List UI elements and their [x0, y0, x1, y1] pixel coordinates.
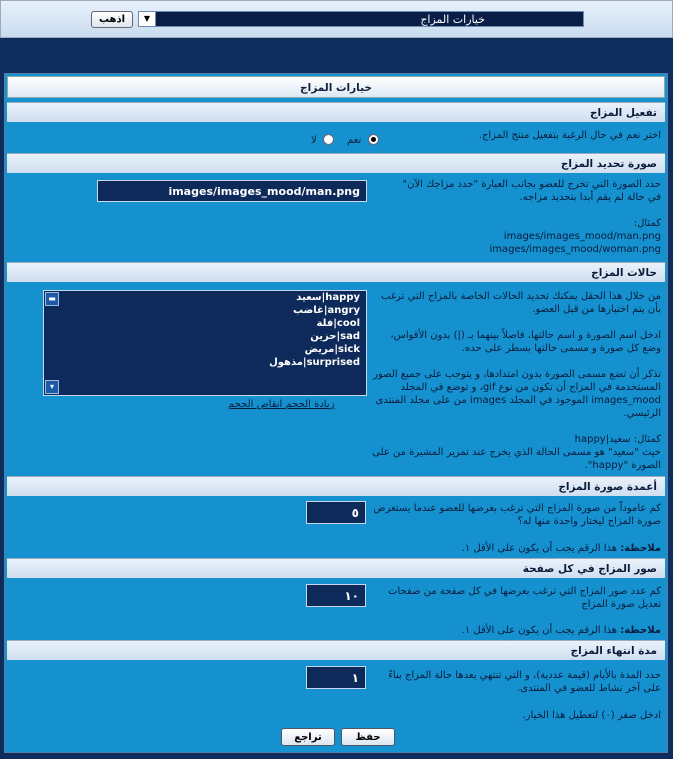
section-title: صورة تحديد المزاج: [560, 158, 657, 170]
per-page-value: ١٠: [344, 589, 359, 603]
section-header-image: [7, 153, 665, 173]
settings-group-select[interactable]: [138, 11, 584, 27]
expire-input[interactable]: [306, 666, 366, 689]
enable-radio-group: [301, 134, 379, 146]
mood-image-input[interactable]: [97, 180, 367, 202]
section-title: حالات المزاج: [591, 267, 657, 279]
radio-no-label: لا: [311, 134, 317, 146]
radio-no-indicator[interactable]: [323, 134, 334, 145]
size-links: [228, 399, 334, 410]
mood-line: غاضب|angry: [293, 305, 360, 316]
scroll-down-icon[interactable]: ▾: [45, 380, 59, 394]
moods-textarea[interactable]: [43, 290, 367, 396]
section-header-expire: [7, 640, 665, 660]
radio-yes-indicator[interactable]: [368, 134, 379, 145]
per-page-note: ملاحظة: هذا الرقم يجب أن يكون على الأقل ١.: [461, 625, 661, 636]
columns-input[interactable]: [306, 501, 366, 524]
expire-description: حدد المدة بالأيام (قيمة عددية)، و التي تنتهي بعدها حالة المزاج بناءً على آخر نشاط للعضو في المنتدى. ادخل صفر (٠) لتعطيل هذا الخيار.: [388, 670, 661, 721]
section-header-enable: [7, 102, 665, 122]
section-title: مدة انتهاء المزاج: [570, 645, 657, 657]
moods-description: من خلال هذا الحقل يمكنك تحديد الحالات الخاصة بالمزاج التي ترغب بأن يتم اختيارها من قبل العضو. ادخل اسم الصورة و اسم حالتها، فاصلاً بينهما بـ (|) بدون الأقواس، وضع كل صورة و مسمى حالتها بسطر على حده. تذكر أن تضع مسمى الصورة بدون امتدادها، و يتوجب على جميع الصور المستخدمة في المزاج أن تكون من نوع gif، و توضع في المجلد images_mood الموجود في المجلد images من على مجلد المنتدى الرئيسي. كمثال: سعيد|happy حيث "سعيد" هو مسمى الحالة الذي يخرج عند تمرير المشيرة من على الصورة "happy".: [372, 291, 661, 471]
go-button[interactable]: اذهب: [91, 11, 133, 28]
enable-description: اختر نعم في حال الرغبة بتفعيل منتج المزاج.: [478, 130, 661, 141]
section-header-columns: [7, 476, 665, 496]
per-page-description: كم عدد صور المزاج التي ترغب بعرضها في كل صفحة من صفحات تعديل صورة المزاج: [388, 586, 661, 610]
columns-value: ٥: [351, 506, 359, 520]
scroll-up-icon[interactable]: ▬: [45, 292, 59, 306]
section-title: أعمدة صورة المزاج: [558, 481, 657, 493]
reset-button[interactable]: تراجع: [281, 728, 335, 746]
mood-settings-panel: [4, 73, 668, 753]
decrease-size-link[interactable]: انقاص الحجم: [228, 399, 283, 410]
mood-line: فلة|cool: [316, 318, 360, 329]
group-selector-bar: [0, 0, 673, 38]
radio-yes-label: نعم: [347, 134, 362, 146]
save-button[interactable]: حفظ: [341, 728, 395, 746]
mood-image-value: images/images_mood/man.png: [168, 185, 360, 198]
image-description: حدد الصورة التي تخرج للعضو بجانب العبارة "حدد مزاجك الآن" في حالة لم يقم أبدا بتحديد مزاجه. كمثال: images/images_mood/man.png images/images_mood/woman.png: [402, 179, 661, 255]
columns-note: ملاحظة: هذا الرقم يجب أن يكون على الأقل ١.: [461, 543, 661, 554]
columns-description: كم عاموداً من صورة المزاج التي ترغب بعرضها للعضو عندما يستعرض صورة المزاج ليختار واحدة منها له؟: [373, 503, 661, 527]
per-page-input[interactable]: [306, 584, 366, 607]
panel-title: خيارات المزاج: [7, 76, 665, 98]
settings-group-value: خيارات المزاج: [420, 13, 485, 26]
mood-line: مريض|sick: [304, 344, 360, 355]
expire-value: ١: [351, 671, 359, 685]
radio-yes[interactable]: [344, 135, 379, 146]
increase-size-link[interactable]: زيادة الحجم: [285, 399, 335, 410]
section-header-per-page: [7, 558, 665, 578]
mood-line: سعيد|happy: [296, 292, 360, 303]
section-header-moods: [7, 262, 665, 282]
mood-line: حزين|sad: [310, 331, 360, 342]
radio-no[interactable]: [311, 135, 334, 146]
section-title: صور المزاج في كل صفحة: [522, 563, 657, 575]
section-title: تفعيل المزاج: [589, 107, 657, 119]
mood-line: مذهول|surprised: [269, 357, 360, 368]
chevron-down-icon[interactable]: ▼: [139, 12, 156, 26]
